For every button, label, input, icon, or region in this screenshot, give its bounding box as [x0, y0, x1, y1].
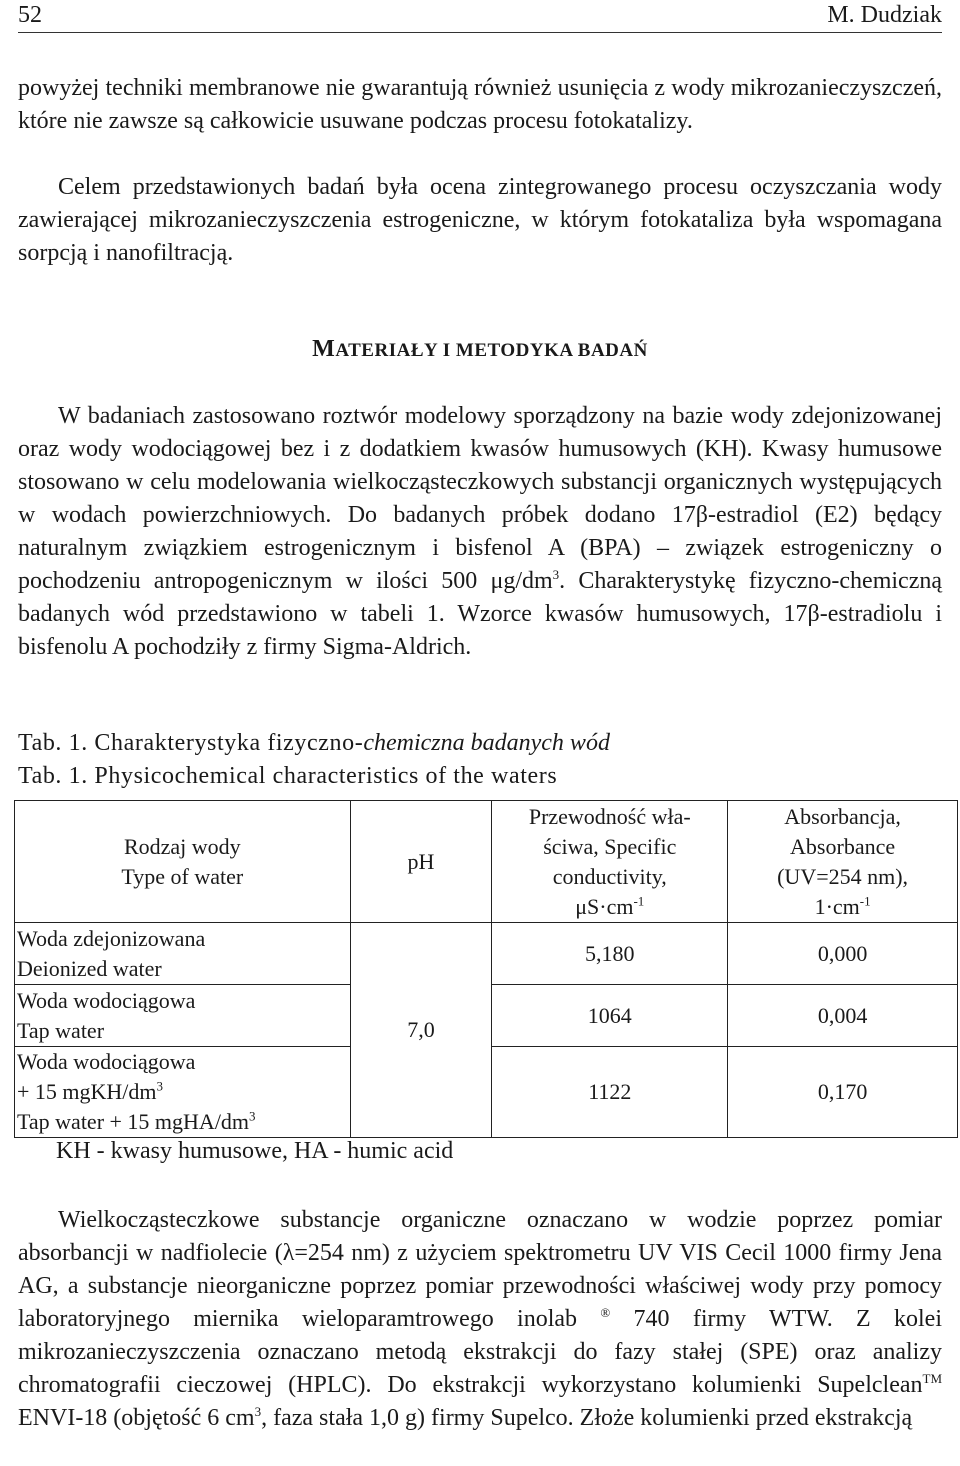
row-water-type: Woda wodociągowa Tap water — [15, 985, 351, 1047]
intro-paragraph-2: Celem przedstawionych badań była ocena zintegrowanego procesu oczyszczania wody zawierającej mikrozanieczyszczenia estrogeniczne, w którym fotokataliza była wspomagana sorpcją i nanofiltracją. — [18, 174, 942, 266]
page-header — [18, 0, 942, 33]
absorbance-cell: 0,004 — [728, 985, 958, 1047]
header-absorbance: Absorbancja, Absorbance (UV=254 nm), $1\cdot cm^{-1}$ — [728, 801, 958, 923]
absorbance-cell: 0,000 — [728, 923, 958, 985]
table-footnote: KH - kwasy humusowe, HA - humic acid — [56, 1138, 454, 1164]
conductivity-cell: 1064 — [492, 985, 728, 1047]
table-caption-en: Tab. 1. Physicochemical characteristics of the waters — [18, 763, 558, 789]
absorbance-cell: 0,170 — [728, 1047, 958, 1138]
header-water-type: Rodzaj wody Type of water — [15, 801, 351, 923]
header-conductivity: Przewodność wła- ściwa, Specific conductivity, $\mu S\cdot cm^{-1}$ — [492, 801, 728, 923]
intro-paragraph-1: powyżej techniki membranowe nie gwarantują również usunięcia z wody mikrozanieczyszczeń, które nie zawsze są całkowicie usuwane podczas procesu fotokatalizy. — [18, 75, 942, 134]
final-paragraph: Wielkocząsteczkowe substancje organiczne oznaczano w wodzie poprzez pomiar absorbancji w nadfiolecie (λ=254 nm) z użyciem spektrometru UV VIS Cecil 1000 firmy Jena AG, a substancje nieorganiczne poprzez pomiar przewodności właściwej wody przy pomocy laboratoryjnego miernika wieloparamtrowego inolab ® 740 firmy WTW. Z kolei mikrozanieczyszczenia oznaczano metodą ekstrakcji do fazy stałej (SPE) oraz analizy chromatografii cieczowej (HPLC). Do ekstrakcji wykorzystano kolumienki Supelclean™ ENVI-18 (objętość 6 $cm^3$, faza stała 1,0 g) firmy Supelco. Złoże kolumienki przed ekstrakcją — [18, 1207, 942, 1431]
table-header-row — [15, 801, 958, 923]
methods-paragraph: W badaniach zastosowano roztwór modelowy sporządzony na bazie wody zdejonizowanej oraz wody wodociągowej bez i z dodatkiem kwasów humusowych (KH). Kwasy humusowe stosowano w celu modelowania wielkocząsteczkowych substancji organicznych występujących w wodach powierzchniowych. Do badanych próbek dodano 17β-estradiol (E2) będący naturalnym związkiem estrogenicznym i bisfenol A (BPA) – związek estrogeniczny o pochodzeniu antropogenicznym w ilości 500 $\mu g/dm^3$. Charakterystykę fizyczno-chemiczną badanych wód przedstawiono w tabeli 1. Wzorce kwasów humusowych, 17β-estradiolu i bisfenolu A pochodziły z firmy Sigma-Aldrich. — [18, 403, 942, 660]
table-row — [15, 923, 958, 985]
table-caption-pl: Tab. 1. Charakterystyka fizyczno-chemiczna badanych wód — [18, 730, 610, 756]
row-water-type: Woda wodociągowa + 15 mgKH/$dm^3$ Tap water + 15 mgHA/$dm^3$ — [15, 1047, 351, 1138]
ph-cell: 7,0 — [350, 923, 492, 1138]
header-ph: pH — [350, 801, 492, 923]
running-author: M. Dudziak — [827, 2, 942, 28]
row-water-type: Woda zdejonizowana Deionized water — [15, 923, 351, 985]
section-heading: MATERIAŁY I METODYKA BADAŃ — [312, 336, 648, 362]
water-characteristics-table — [14, 800, 958, 1138]
conductivity-cell: 1122 — [492, 1047, 728, 1138]
page-number: 52 — [18, 2, 42, 28]
conductivity-cell: 5,180 — [492, 923, 728, 985]
